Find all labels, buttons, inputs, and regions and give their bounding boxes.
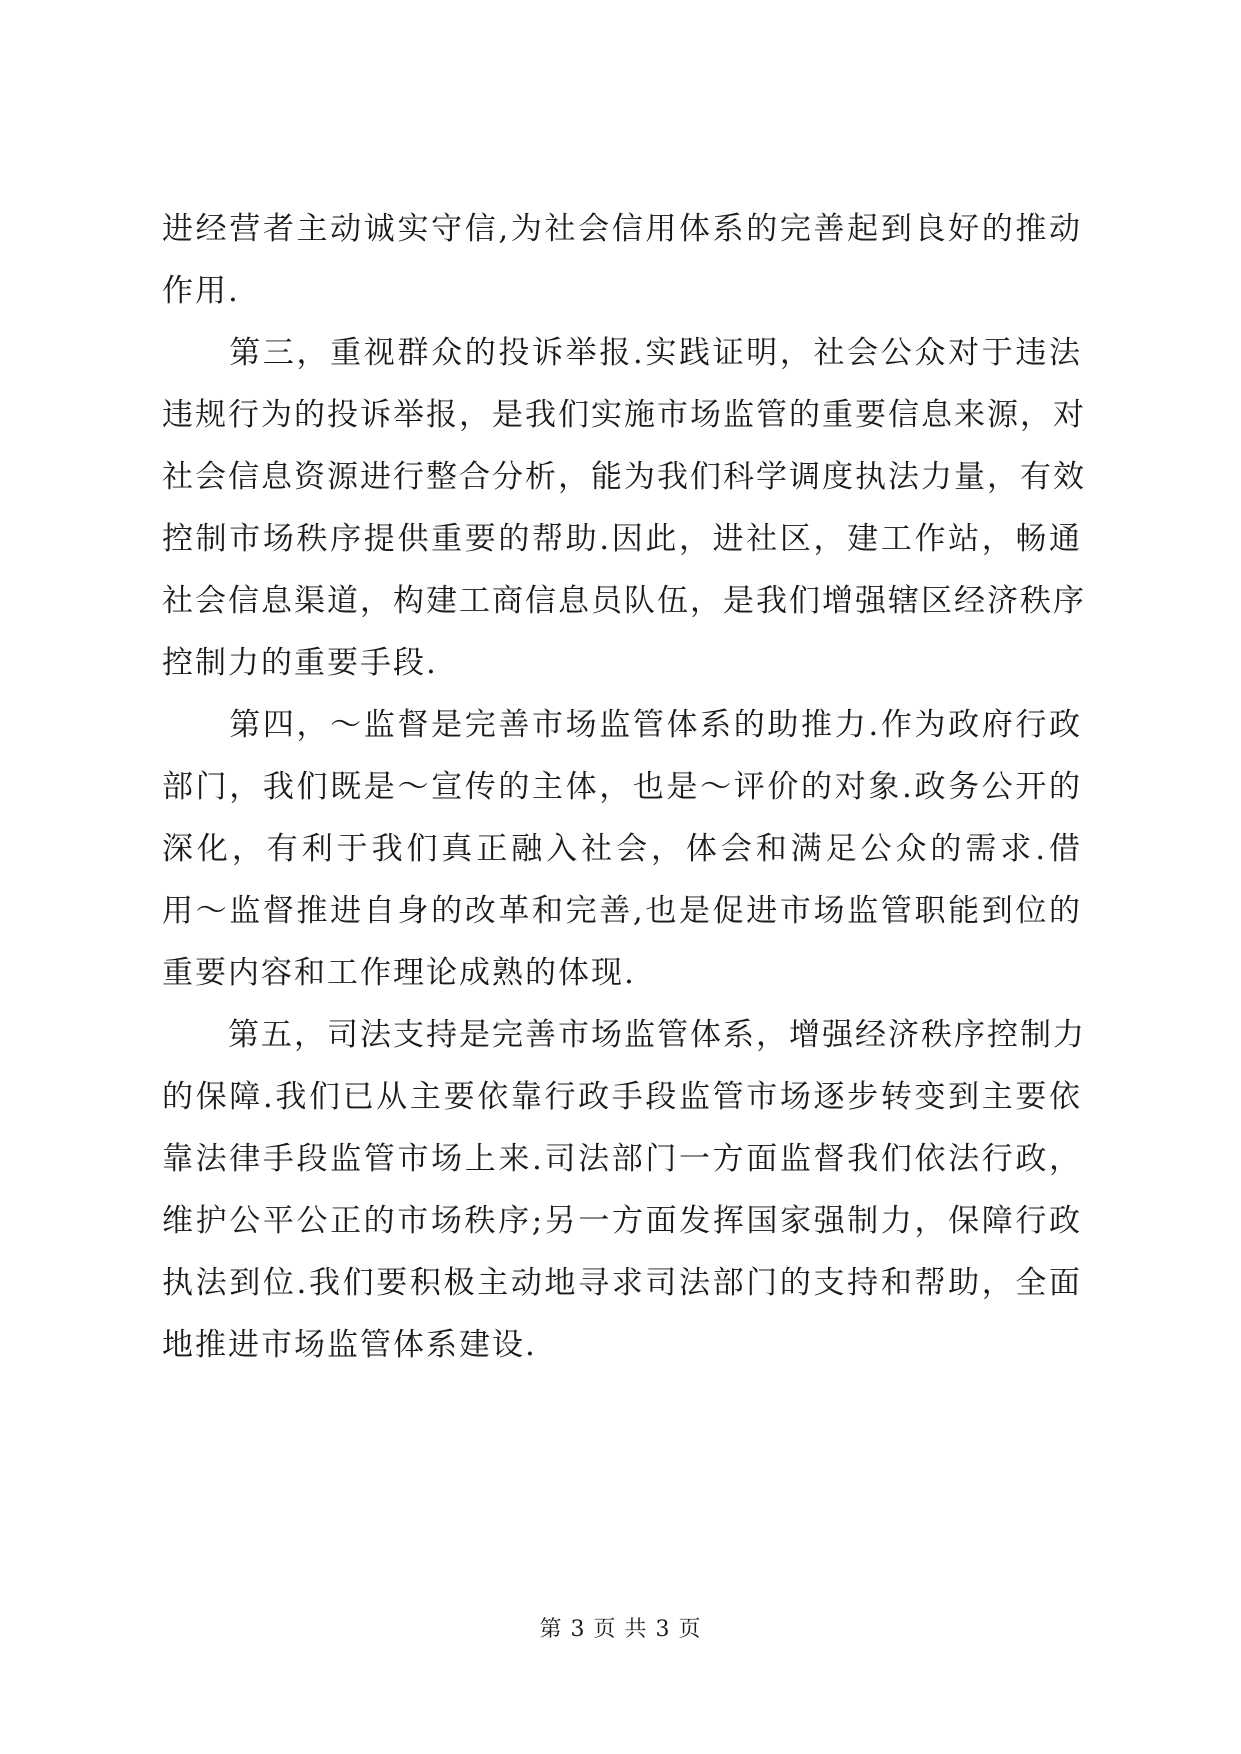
document-body: [162, 198, 1086, 1376]
text-line: 第四，～监督是完善市场监管体系的助推力.作为政府行政: [162, 707, 1082, 743]
text-line: 社会信息资源进行整合分析，能为我们科学调度执法力量，有效: [162, 459, 1086, 495]
page-footer: 第 3 页 共 3 页: [539, 1617, 702, 1642]
text-line: 违规行为的投诉举报，是我们实施市场监管的重要信息来源，对: [162, 397, 1086, 433]
text-line: 维护公平公正的市场秩序;另一方面发挥国家强制力，保障行政: [162, 1203, 1082, 1239]
text-line: 地推进市场监管体系建设.: [162, 1327, 537, 1363]
text-line: 执法到位.我们要积极主动地寻求司法部门的支持和帮助，全面: [162, 1265, 1082, 1301]
text-line: 的保障.我们已从主要依靠行政手段监管市场逐步转变到主要依: [162, 1079, 1082, 1115]
text-line: 靠法律手段监管市场上来.司法部门一方面监督我们依法行政，: [162, 1141, 1082, 1177]
text-line: 部门，我们既是～宣传的主体，也是～评价的对象.政务公开的: [162, 769, 1082, 805]
text-line: 控制市场秩序提供重要的帮助.因此，进社区，建工作站，畅通: [162, 521, 1082, 557]
text-line: 第三，重视群众的投诉举报.实践证明，社会公众对于违法: [162, 335, 1082, 371]
text-line: 第五，司法支持是完善市场监管体系，增强经济秩序控制力: [162, 1017, 1086, 1053]
text-line: 作用.: [162, 273, 240, 309]
text-line: 深化，有利于我们真正融入社会，体会和满足公众的需求.借: [162, 831, 1082, 867]
text-line: 控制力的重要手段.: [162, 645, 438, 681]
text-line: 社会信息渠道，构建工商信息员队伍，是我们增强辖区经济秩序: [162, 583, 1086, 619]
text-line: 重要内容和工作理论成熟的体现.: [162, 955, 636, 991]
text-line: 进经营者主动诚实守信,为社会信用体系的完善起到良好的推动: [162, 211, 1082, 247]
text-line: 用～监督推进自身的改革和完善,也是促进市场监管职能到位的: [162, 893, 1082, 929]
